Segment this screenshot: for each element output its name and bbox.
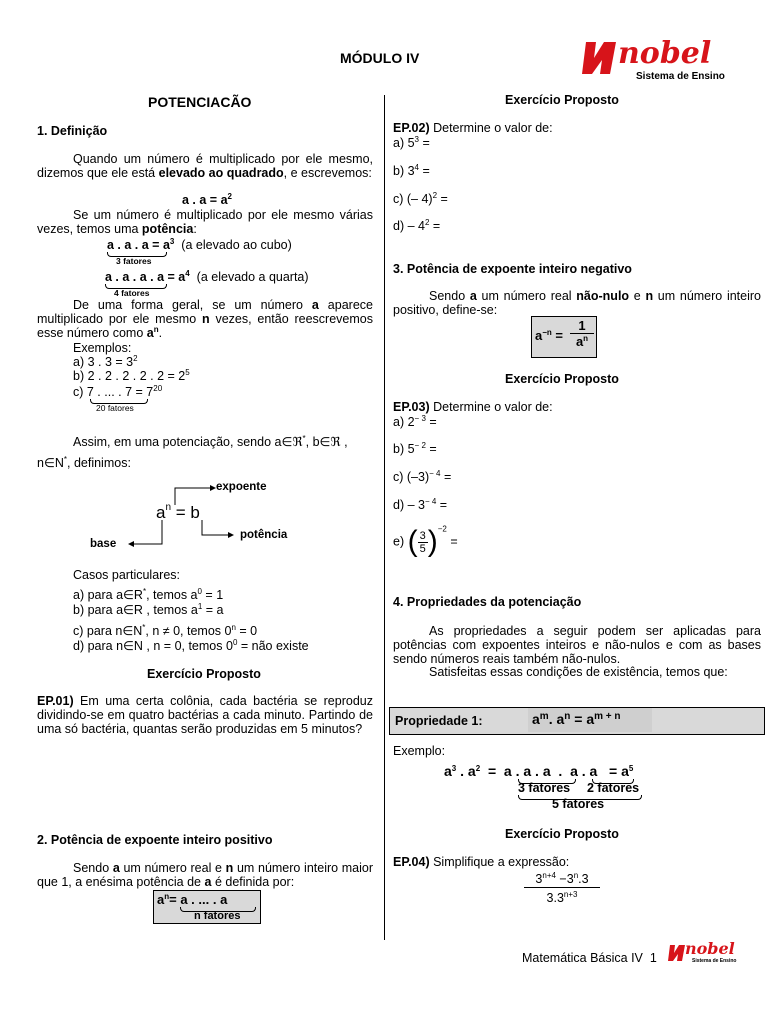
- exemplo-b: b) 2 . 2 . 2 . 2 . $2 = 2^5$: [73, 368, 190, 383]
- ep02-d: $d) - 4^2$ =: [393, 218, 441, 233]
- exercise-ep01: EP.01) Em uma certa colônia, cada bactéria se reproduz dividindo-se em quatro bactérias a cada minuto. Partindo de uma só bactéria, quantas serão produzidas em 5 minutos?: [37, 694, 373, 736]
- ep02-a: a) $5^3$ =: [393, 135, 430, 150]
- label-4-fatores: 4 fatores: [114, 288, 150, 298]
- paragraph-potencia: Se um número é multiplicado por ele mesmo várias vezes, temos uma potência:: [37, 208, 373, 236]
- footer-logo-subtitle: Sistema de Ensino: [692, 958, 737, 964]
- paragraph-expoente-positivo: Sendo a um número real e n um número inteiro maior que 1, a enésima potência de a é definida por:: [37, 861, 373, 889]
- exemplo-formula: $a^3$ . $a^2 = a$ . a . a . a . a = $a^5$: [444, 763, 634, 779]
- label-5-fatores-ex: 5 fatores: [552, 797, 605, 811]
- exercise-ep03: EP.03) Determine o valor de:: [393, 400, 553, 414]
- definition-box-positivo: $a^n= a$ . ... . a n fatores: [153, 890, 261, 924]
- property-1-box: Propriedade 1: $a^m$. $a^n = a^{m + n}$: [389, 707, 765, 735]
- paragraph-assim: Assim, em uma potenciação, sendo a∈ℜ*, b∈ℜ ,: [73, 434, 348, 449]
- footer-logo: [668, 939, 738, 968]
- paragraph-satisfeitas: Satisfeitas essas condições de existência, temos que:: [429, 665, 728, 679]
- casos-title: Casos particulares:: [73, 568, 180, 582]
- module-title: MÓDULO IV: [340, 50, 420, 66]
- exemplos-title: Exemplos:: [73, 341, 132, 355]
- exercise-ep04: EP.04) Simplifique a expressão:: [393, 855, 570, 869]
- nobel-logo-icon: [582, 38, 622, 78]
- caso-c: c) para n∈N*, n ≠ 0, temos $0^n = 0$: [73, 623, 258, 638]
- definition-box-negativo: $a^{-n}$ = 1 $a^n$: [531, 316, 597, 358]
- label-20-fatores: 20 fatores: [96, 403, 134, 413]
- exemplo-c: c) 7 . ... . $7 = 7^{20}$: [73, 384, 163, 399]
- logo-wordmark: nobel: [618, 36, 712, 71]
- nobel-logo: [582, 38, 732, 86]
- caso-d: d) para n∈N , n = 0, temos $0^0$ = não existe: [73, 638, 309, 653]
- paragraph-expoente-negativo: Sendo a um número real não-nulo e n um número inteiro positivo, define-se:: [393, 289, 762, 317]
- logo-subtitle: Sistema de Ensino: [636, 71, 725, 82]
- formula-quarta: a . a . a . $a = a^4$ (a elevado a quarta): [105, 269, 309, 284]
- label-base: base: [90, 538, 117, 550]
- heading-definicao: 1. Definição: [37, 124, 108, 138]
- ep03-c: c) $(-3)^{- 4}$ =: [393, 469, 452, 484]
- ep02-b: b) $3^4$ =: [393, 163, 430, 178]
- ep03-d: $d) - 3^{- 4}$ =: [393, 497, 448, 512]
- ep04-expression: $3^{n+4} -3^n.3$ $3.3^{n+3}$: [524, 872, 600, 905]
- formula-quadrado: a . $a = a^2$: [182, 192, 232, 207]
- paragraph-assim-cont: n∈N*, definimos:: [37, 455, 131, 470]
- exercicio-proposto-title-3: Exercício Proposto: [505, 372, 619, 386]
- heading-expoente-positivo: 2. Potência de expoente inteiro positivo: [37, 833, 273, 847]
- ep03-a: a) $2^{- 3}$ =: [393, 414, 437, 429]
- footer-text: Matemática Básica IV 1: [522, 951, 657, 965]
- exercicio-proposto-title-2: Exercício Proposto: [505, 93, 619, 107]
- ep03-b: b) $5^{- 2}$ =: [393, 441, 437, 456]
- exercicio-proposto-title: Exercício Proposto: [147, 667, 261, 681]
- paragraph-definicao: Quando um número é multiplicado por ele mesmo, dizemos que ele está elevado ao quadrado, e escrevemos:: [37, 152, 373, 180]
- formula-cubo: a . a . $a = a^3$ (a elevado ao cubo): [107, 237, 292, 252]
- label-expoente: expoente: [216, 481, 267, 493]
- ep03-e: e) ( $\frac{3}{5}$ )$^{-2}$ =: [393, 524, 458, 558]
- footer-logo-wordmark: nobel: [685, 939, 735, 958]
- label-2-fatores-ex: 2 fatores: [587, 781, 640, 795]
- ep02-c: c) (– 4)$^2$ =: [393, 191, 448, 206]
- label-potencia: potência: [240, 529, 288, 541]
- column-divider: [384, 95, 385, 940]
- label-3-fatores-ex: 3 fatores: [518, 781, 571, 795]
- exemplo-a: a) 3 . $3 = 3^2$: [73, 354, 138, 369]
- exercicio-proposto-title-4: Exercício Proposto: [505, 827, 619, 841]
- heading-expoente-negativo: 3. Potência de expoente inteiro negativo: [393, 262, 632, 276]
- caso-a: a) para a∈R*, temos $a^0 = 1$: [73, 587, 224, 602]
- label-3-fatores: 3 fatores: [116, 256, 152, 266]
- section-title: POTENCIACÃO: [148, 94, 252, 110]
- heading-propriedades: 4. Propriedades da potenciação: [393, 595, 582, 609]
- diagram-formula: $a^n = b$: [156, 502, 200, 522]
- exemplo-label: Exemplo:: [393, 744, 446, 758]
- exercise-ep02: EP.02) Determine o valor de:: [393, 121, 553, 135]
- paragraph-forma-geral: De uma forma geral, se um número a aparece multiplicado por ele mesmo n vezes, então reescrevemos esse número como $a^n$.: [37, 298, 373, 340]
- caso-b: b) para a∈R , temos $a^1 = a$: [73, 602, 224, 617]
- paragraph-propriedades: As propriedades a seguir podem ser aplicadas para potências com expoentes inteiros e não-nulos e com as bases sendo números reais também não-nulos.: [393, 624, 761, 666]
